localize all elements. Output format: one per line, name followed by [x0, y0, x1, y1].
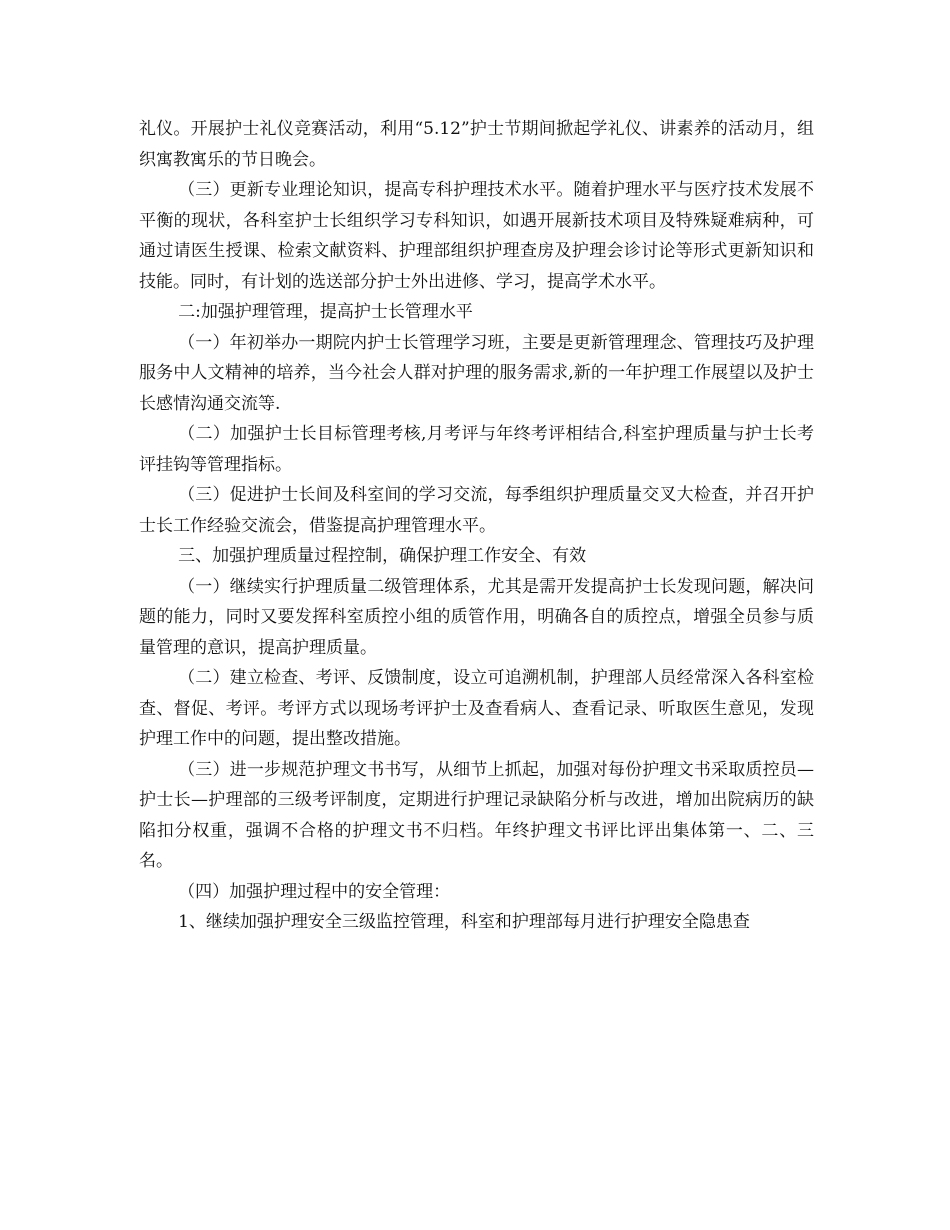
- paragraph-exchange: （三）促进护士长间及科室间的学习交流，每季组织护理质量交叉大检查，并召开护士长工作经验交流会，借鉴提高护理管理水平。: [139, 485, 814, 536]
- paragraph-continued-etiquette: 礼仪。开展护士礼仪竞赛活动，利用“5.12”护士节期间掀起学礼仪、讲素养的活动月，组织寓教寓乐的节日晚会。: [139, 119, 814, 170]
- paragraph-training-class: （一）年初举办一期院内护士长管理学习班，主要是更新管理理念、管理技巧及护理服务中人文精神的培养，当今社会人群对护理的服务需求,新的一年护理工作展望以及护士长感情沟通交流等.: [139, 332, 814, 414]
- paragraph-inspection-feedback: （二）建立检查、考评、反馈制度，设立可追溯机制，护理部人员经常深入各科室检查、督促、考评。考评方式以现场考评护士及查看病人、查看记录、听取医生意见，发现护理工作中的问题，提出整改措施。: [139, 668, 814, 749]
- paragraph-target-assessment: （二）加强护士长目标管理考核,月考评与年终考评相结合,科室护理质量与护士长考评挂钩等管理指标。: [139, 424, 814, 475]
- paragraph-update-knowledge: （三）更新专业理论知识，提高专科护理技术水平。随着护理水平与医疗技术发展不平衡的现状，各科室护士长组织学习专科知识，如遇开展新技术项目及特殊疑难病种，可通过请医生授课、检索文献资料、护理部组织护理查房及护理会诊讨论等形式更新知识和技能。同时，有计划的选送部分护士外出进修、学习，提高学术水平。: [139, 180, 814, 292]
- subheading-safety-management: （四）加强护理过程中的安全管理：: [178, 881, 451, 902]
- paragraph-documentation: （三）进一步规范护理文书书写，从细节上抓起，加强对每份护理文书采取质控员—护士长—护理部的三级考评制度，定期进行护理记录缺陷分析与改进，增加出院病历的缺陷扣分权重，强调不合格的护理文书不归档。年终护理文书评比评出集体第一、二、三名。: [139, 759, 814, 871]
- section-heading-quality-control: 三、加强护理质量过程控制，确保护理工作安全、有效: [178, 546, 587, 566]
- paragraph-two-level-system: （一）继续实行护理质量二级管理体系，尤其是需开发提高护士长发现问题，解决问题的能力，同时又要发挥科室质控小组的质管作用，明确各自的质控点，增强全员参与质量管理的意识，提高护理质量。: [139, 576, 814, 658]
- document-body: [139, 114, 814, 938]
- section-heading-management: 二:加强护理管理，提高护士长管理水平: [178, 302, 473, 322]
- paragraph-safety-monitoring: 1、继续加强护理安全三级监控管理，科室和护理部每月进行护理安全隐患查: [178, 912, 750, 932]
